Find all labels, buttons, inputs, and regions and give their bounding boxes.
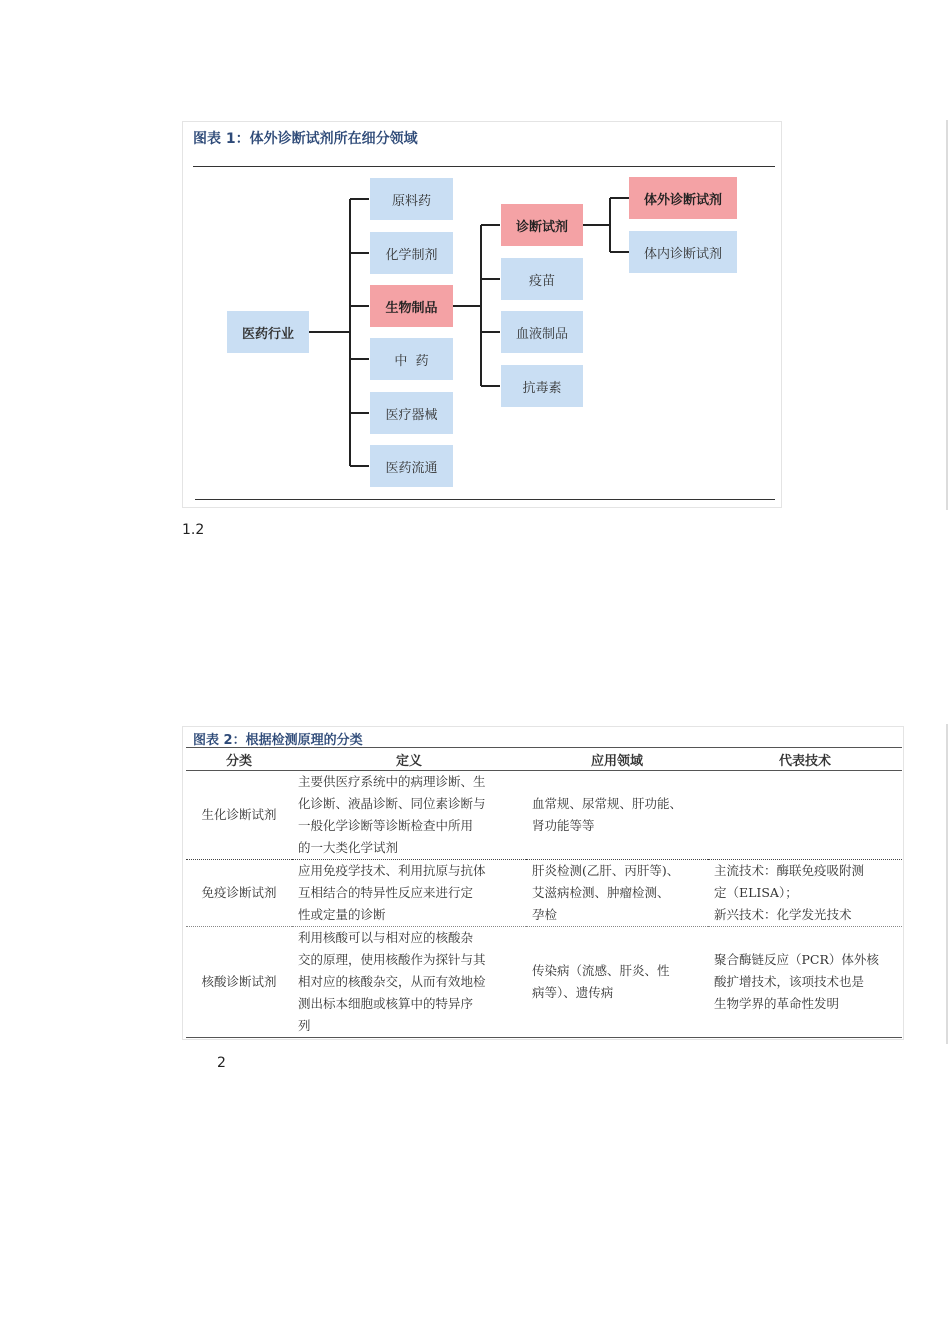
text-line: 一般化学诊断等诊断检查中所用 (298, 818, 474, 833)
text-line: 血常规、尿常规、肝功能、 (532, 796, 683, 811)
text-line: 肝炎检测(乙肝、丙肝等)、 (532, 863, 680, 878)
row-category: 生化诊断试剂 (186, 771, 292, 860)
node-in-vivo-reagents: 体内诊断试剂 (629, 231, 737, 273)
text-line: 传染病（流感、肝炎、性 (532, 963, 670, 978)
header-application: 应用领域 (526, 748, 708, 771)
edge-line (946, 120, 948, 510)
row-definition (292, 927, 526, 1038)
text-line: 主流技术：酶联免疫吸附测 (714, 863, 865, 878)
node-chemical-preparations: 化学制剂 (370, 232, 453, 274)
header-technology: 代表技术 (708, 748, 902, 771)
row-application (526, 860, 708, 927)
node-tcm: 中 药 (370, 338, 453, 380)
edge-line (946, 724, 948, 1044)
text-line: 的一大类化学试剂 (298, 840, 399, 855)
page-number: 2 (217, 1055, 226, 1071)
text-line: 应用免疫学技术、利用抗原与抗体 (298, 863, 486, 878)
text-line: 化诊断、液晶诊断、同位素诊断与 (298, 796, 486, 811)
text-line: 测出标本细胞或核算中的特异序 (298, 996, 474, 1011)
text-line: 生物学界的革命性发明 (714, 996, 840, 1011)
figure-title: 图表 2：根据检测原理的分类 (193, 733, 363, 748)
row-definition (292, 860, 526, 927)
bottom-rule (195, 499, 775, 500)
row-application (526, 927, 708, 1038)
node-blood-products: 血液制品 (501, 311, 583, 353)
text-line: 艾滋病检测、肿瘤检测、 (532, 885, 670, 900)
row-technology (708, 771, 902, 860)
text-line: 聚合酶链反应（PCR）体外核 (714, 952, 879, 967)
text-line: 列 (298, 1018, 311, 1033)
row-definition (292, 771, 526, 860)
node-pharma-distribution: 医药流通 (370, 445, 453, 487)
table-row (186, 771, 902, 860)
text-line: 性或定量的诊断 (298, 907, 386, 922)
row-category: 核酸诊断试剂 (186, 927, 292, 1038)
node-antitoxins: 抗毒素 (501, 365, 583, 407)
row-technology (708, 860, 902, 927)
header-category: 分类 (186, 748, 292, 771)
table-row (186, 927, 902, 1038)
figure-industry-tree (182, 121, 782, 508)
section-number: 1.2 (182, 522, 205, 538)
figure-title: 图表 1：体外诊断试剂所在细分领域 (193, 131, 418, 147)
node-api: 原料药 (370, 178, 453, 220)
text-line: 酸扩增技术，该项技术也是 (714, 974, 865, 989)
text-line: 肾功能等等 (532, 818, 595, 833)
text-line: 孕检 (532, 907, 558, 922)
text-line: 交的原理，使用核酸作为探针与其 (298, 952, 486, 967)
row-category: 免疫诊断试剂 (186, 860, 292, 927)
node-ivd-reagents: 体外诊断试剂 (629, 177, 737, 219)
text-line: 新兴技术：化学发光技术 (714, 907, 852, 922)
node-medical-devices: 医疗器械 (370, 392, 453, 434)
figure-classification-table (182, 726, 904, 1040)
text-line: 病等）、遗传病 (532, 985, 614, 1000)
classification-table (186, 747, 902, 1038)
table-header-row (186, 748, 902, 771)
table-row (186, 860, 902, 927)
node-vaccines: 疫苗 (501, 258, 583, 300)
node-pharma-industry: 医药行业 (227, 311, 309, 353)
text-line: 相对应的核酸杂交，从而有效地检 (298, 974, 486, 989)
header-definition: 定义 (292, 748, 526, 771)
node-biological-products: 生物制品 (370, 285, 453, 327)
text-line: 互相结合的特异性反应来进行定 (298, 885, 474, 900)
node-diagnostic-reagents: 诊断试剂 (501, 204, 583, 246)
row-technology (708, 927, 902, 1038)
row-application (526, 771, 708, 860)
text-line: 主要供医疗系统中的病理诊断、生 (298, 774, 486, 789)
text-line: 定（ELISA）； (714, 885, 798, 900)
text-line: 利用核酸可以与相对应的核酸杂 (298, 930, 474, 945)
